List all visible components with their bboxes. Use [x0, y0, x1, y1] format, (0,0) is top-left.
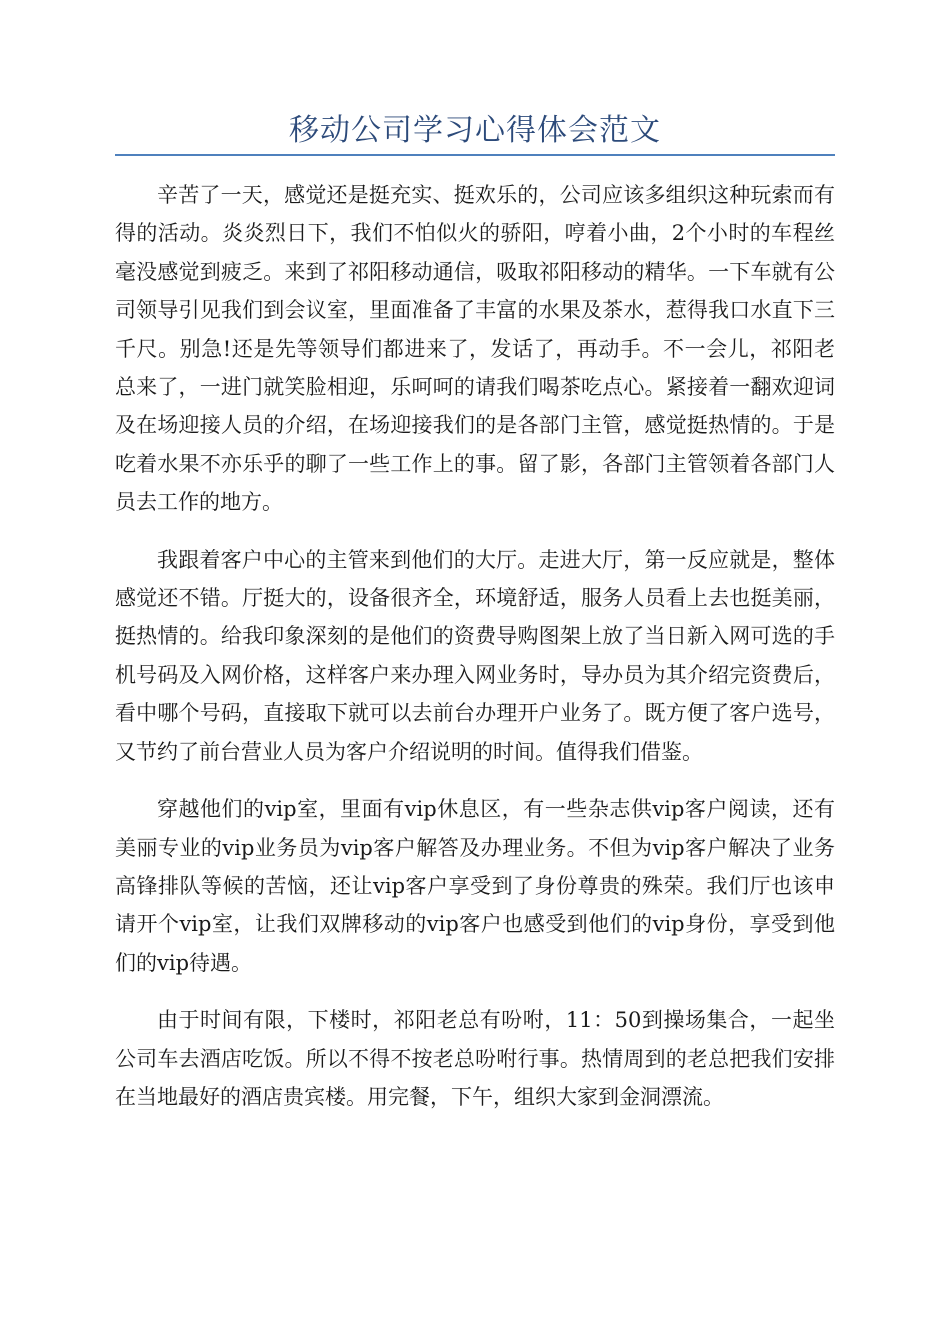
- paragraph-4: 由于时间有限，下楼时，祁阳老总有吩咐，11：50到操场集合，一起坐公司车去酒店吃饭。所以不得不按老总吩咐行事。热情周到的老总把我们安排在当地最好的酒店贵宾楼。用完餐，下午，组织大家到金洞漂流。: [115, 1008, 835, 1109]
- paragraph-3: 穿越他们的vip室，里面有vip休息区，有一些杂志供vip客户阅读，还有美丽专业的vip业务员为vip客户解答及办理业务。不但为vip客户解决了业务高锋排队等候的苦恼，还让vip客户享受到了身份尊贵的殊荣。我们厅也该申请开个vip室，让我们双牌移动的vip客户也感受到他们的vip身份，享受到他们的vip待遇。: [115, 797, 835, 975]
- paragraph-2: 我跟着客户中心的主管来到他们的大厅。走进大厅，第一反应就是，整体感觉还不错。厅挺大的，设备很齐全，环境舒适，服务人员看上去也挺美丽，挺热情的。给我印象深刻的是他们的资费导购图架上放了当日新入网可选的手机号码及入网价格，这样客户来办理入网业务时，导办员为其介绍完资费后，看中哪个号码，直接取下就可以去前台办理开户业务了。既方便了客户选号，又节约了前台营业人员为客户介绍说明的时间。值得我们借鉴。: [115, 547, 835, 764]
- document-body: [115, 176, 835, 1135]
- title-underline: [115, 154, 835, 156]
- document-title: 移动公司学习心得体会范文: [289, 113, 661, 148]
- paragraph-1: 辛苦了一天，感觉还是挺充实、挺欢乐的，公司应该多组织这种玩索而有得的活动。炎炎烈日下，我们不怕似火的骄阳，哼着小曲，2个小时的车程丝毫没感觉到疲乏。来到了祁阳移动通信，吸取祁阳移动的精华。一下车就有公司领导引见我们到会议室，里面准备了丰富的水果及茶水，惹得我口水直下三千尺。别急!还是先等领导们都进来了，发话了，再动手。不一会儿，祁阳老总来了，一进门就笑脸相迎，乐呵呵的请我们喝茶吃点心。紧接着一翻欢迎词及在场迎接人员的介绍，在场迎接我们的是各部门主管，感觉挺热情的。于是吃着水果不亦乐乎的聊了一些工作上的事。留了影，各部门主管领着各部门人员去工作的地方。: [115, 183, 835, 515]
